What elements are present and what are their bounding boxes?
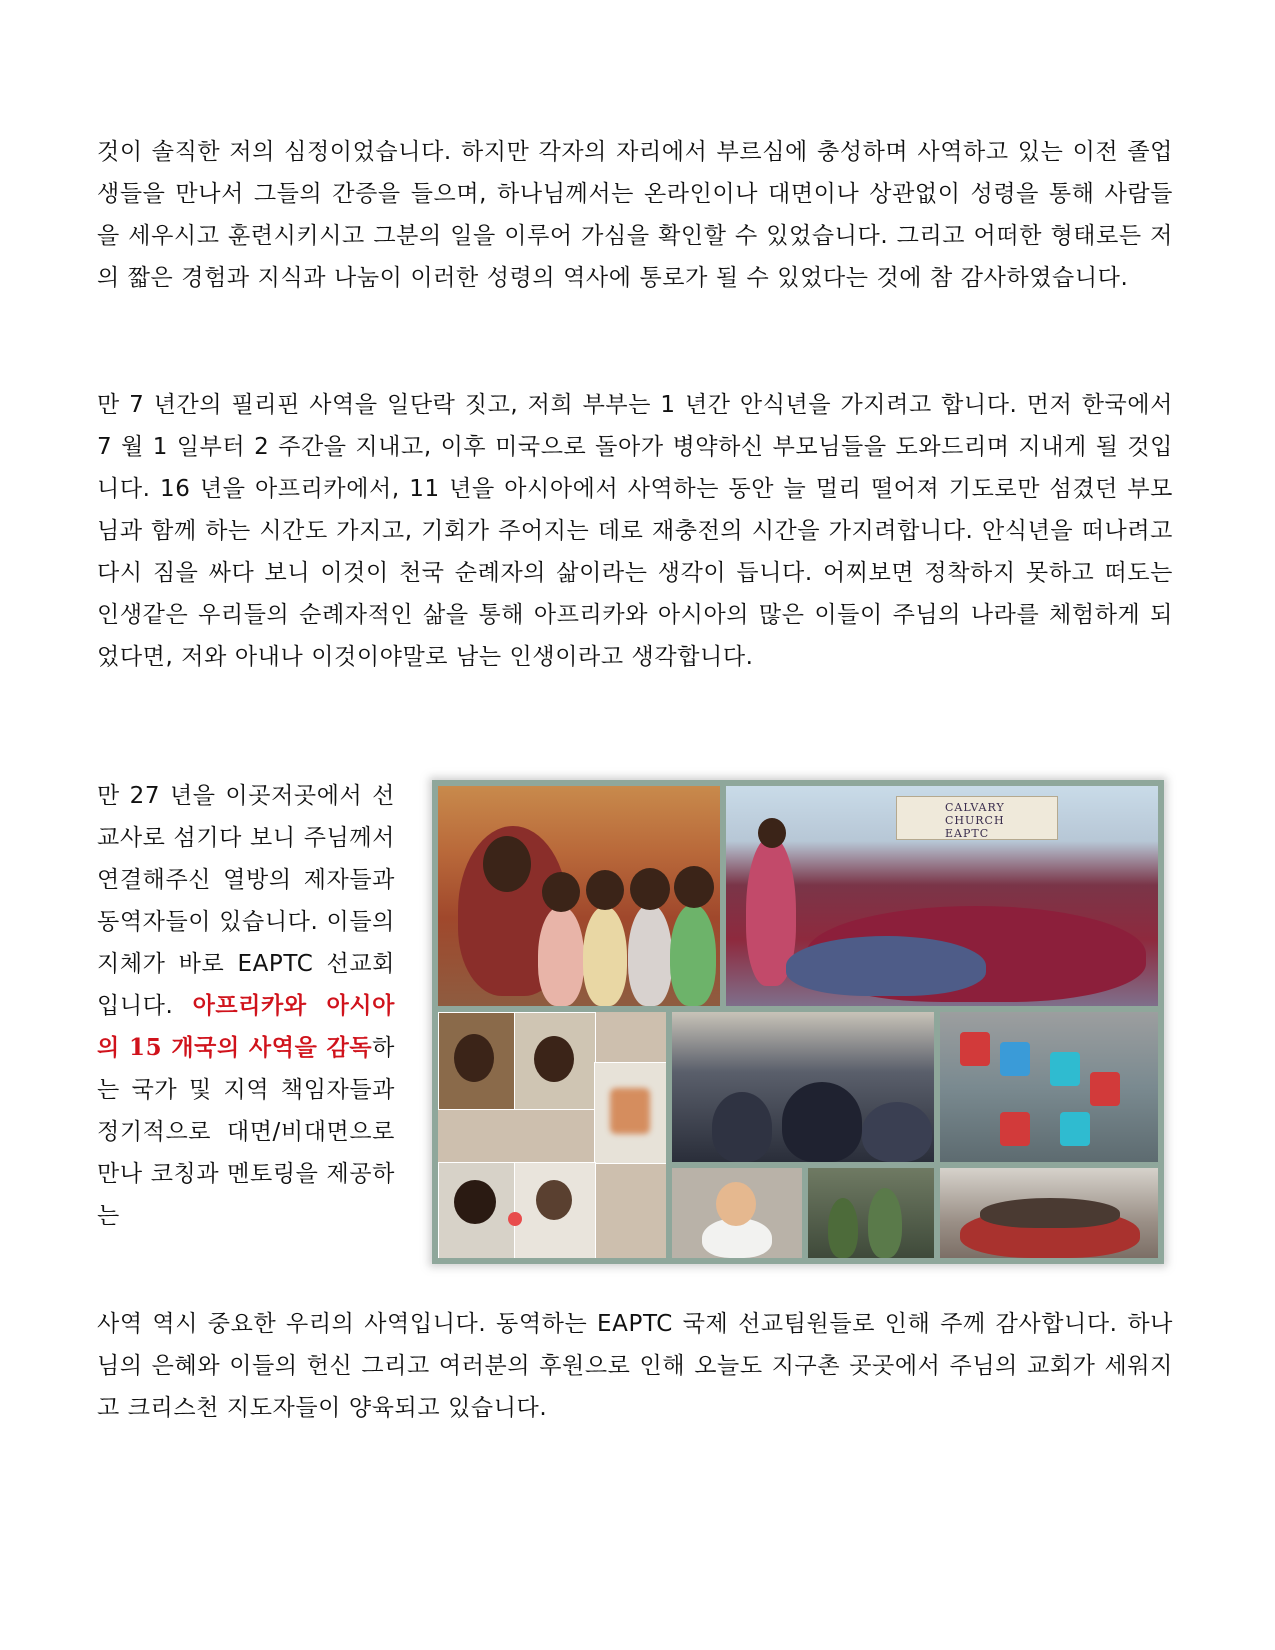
paragraph-testimony: 것이 솔직한 저의 심정이었습니다. 하지만 각자의 자리에서 부르심에 충성하며 사역하고 있는 이전 졸업생들을 만나서 그들의 간증을 들으며, 하나님께서는 온라인이나 대면이나 상관없이 성령을 통해 사람들을 세우시고 훈련시키시고 그분의 일을 이루어 가심을 확인할 수 있었습니다. 그리고 어떠한 형태로든 저의 짧은 경험과 지식과 나눔이 이러한 성령의 역사에 통로가 될 수 있었다는 것에 참 감사하였습니다. [97, 139, 1173, 291]
photo-children-seated [940, 1168, 1158, 1258]
photo-mother-children [438, 786, 720, 1006]
photo-water-buckets [940, 1012, 1158, 1162]
paragraph-eaptc-middle: 하는 국가 및 지역 책임자들과 정기적으로 대면/비대면으로 만나 코칭과 멘토링을 제공하는 [97, 1035, 395, 1229]
church-banner: CALVARY CHURCH EAPTC [896, 796, 1058, 840]
paragraph-eaptc-start: 만 27 년을 이곳저곳에서 선교사로 섬기다 보니 주님께서 연결해주신 열방의 제자들과 동역자들이 있습니다. 이들의 지체가 바로 EAPTC 선교회입니다. [97, 783, 395, 1019]
photo-outdoor-group [808, 1168, 934, 1258]
paragraph-eaptc-continued: 사역 역시 중요한 우리의 사역입니다. 동역하는 EAPTC 국제 선교팀원들로 인해 주께 감사합니다. 하나님의 은혜와 이들의 헌신 그리고 여러분의 후원으로 인해 오늘도 지구촌 곳곳에서 주님의 교회가 세워지고 크리스천 지도자들이 양육되고 있습니다. [97, 1311, 1173, 1421]
photo-collage [432, 780, 1164, 1264]
photo-church-congregation [726, 786, 1158, 1006]
photo-video-call [438, 1012, 666, 1258]
paragraph-sabbatical: 만 7 년간의 필리핀 사역을 일단락 짓고, 저희 부부는 1 년간 안식년을 가지려고 합니다. 먼저 한국에서 7 월 1 일부터 2 주간을 지내고, 이후 미국으로 돌아가 병약하신 부모님들을 도와드리며 지내게 될 것입니다. 16 년을 아프리카에서, 11 년을 아시아에서 사역하는 동안 늘 멀리 떨어져 기도로만 섬겼던 부모님과 함께 하는 시간도 가지고, 기회가 주어지는 데로 재충전의 시간을 가지려합니다. 안식년을 떠나려고 다시 짐을 싸다 보니 이것이 천국 순례자의 삶이라는 생각이 듭니다. 어찌보면 정착하지 못하고 떠도는 인생같은 우리들의 순례자적인 삶을 통해 아프리카와 아시아의 많은 이들이 주님의 나라를 체험하게 되었다면, 저와 아내나 이것이야말로 남는 인생이라고 생각합니다. [97, 392, 1173, 670]
highlighted-phrase: 아프리카와 아시아의 15 개국의 사역을 감독 [97, 992, 395, 1061]
photo-worship-service [672, 1012, 934, 1162]
paragraph-eaptc [97, 775, 395, 1237]
photo-pastor-portrait [672, 1168, 802, 1258]
